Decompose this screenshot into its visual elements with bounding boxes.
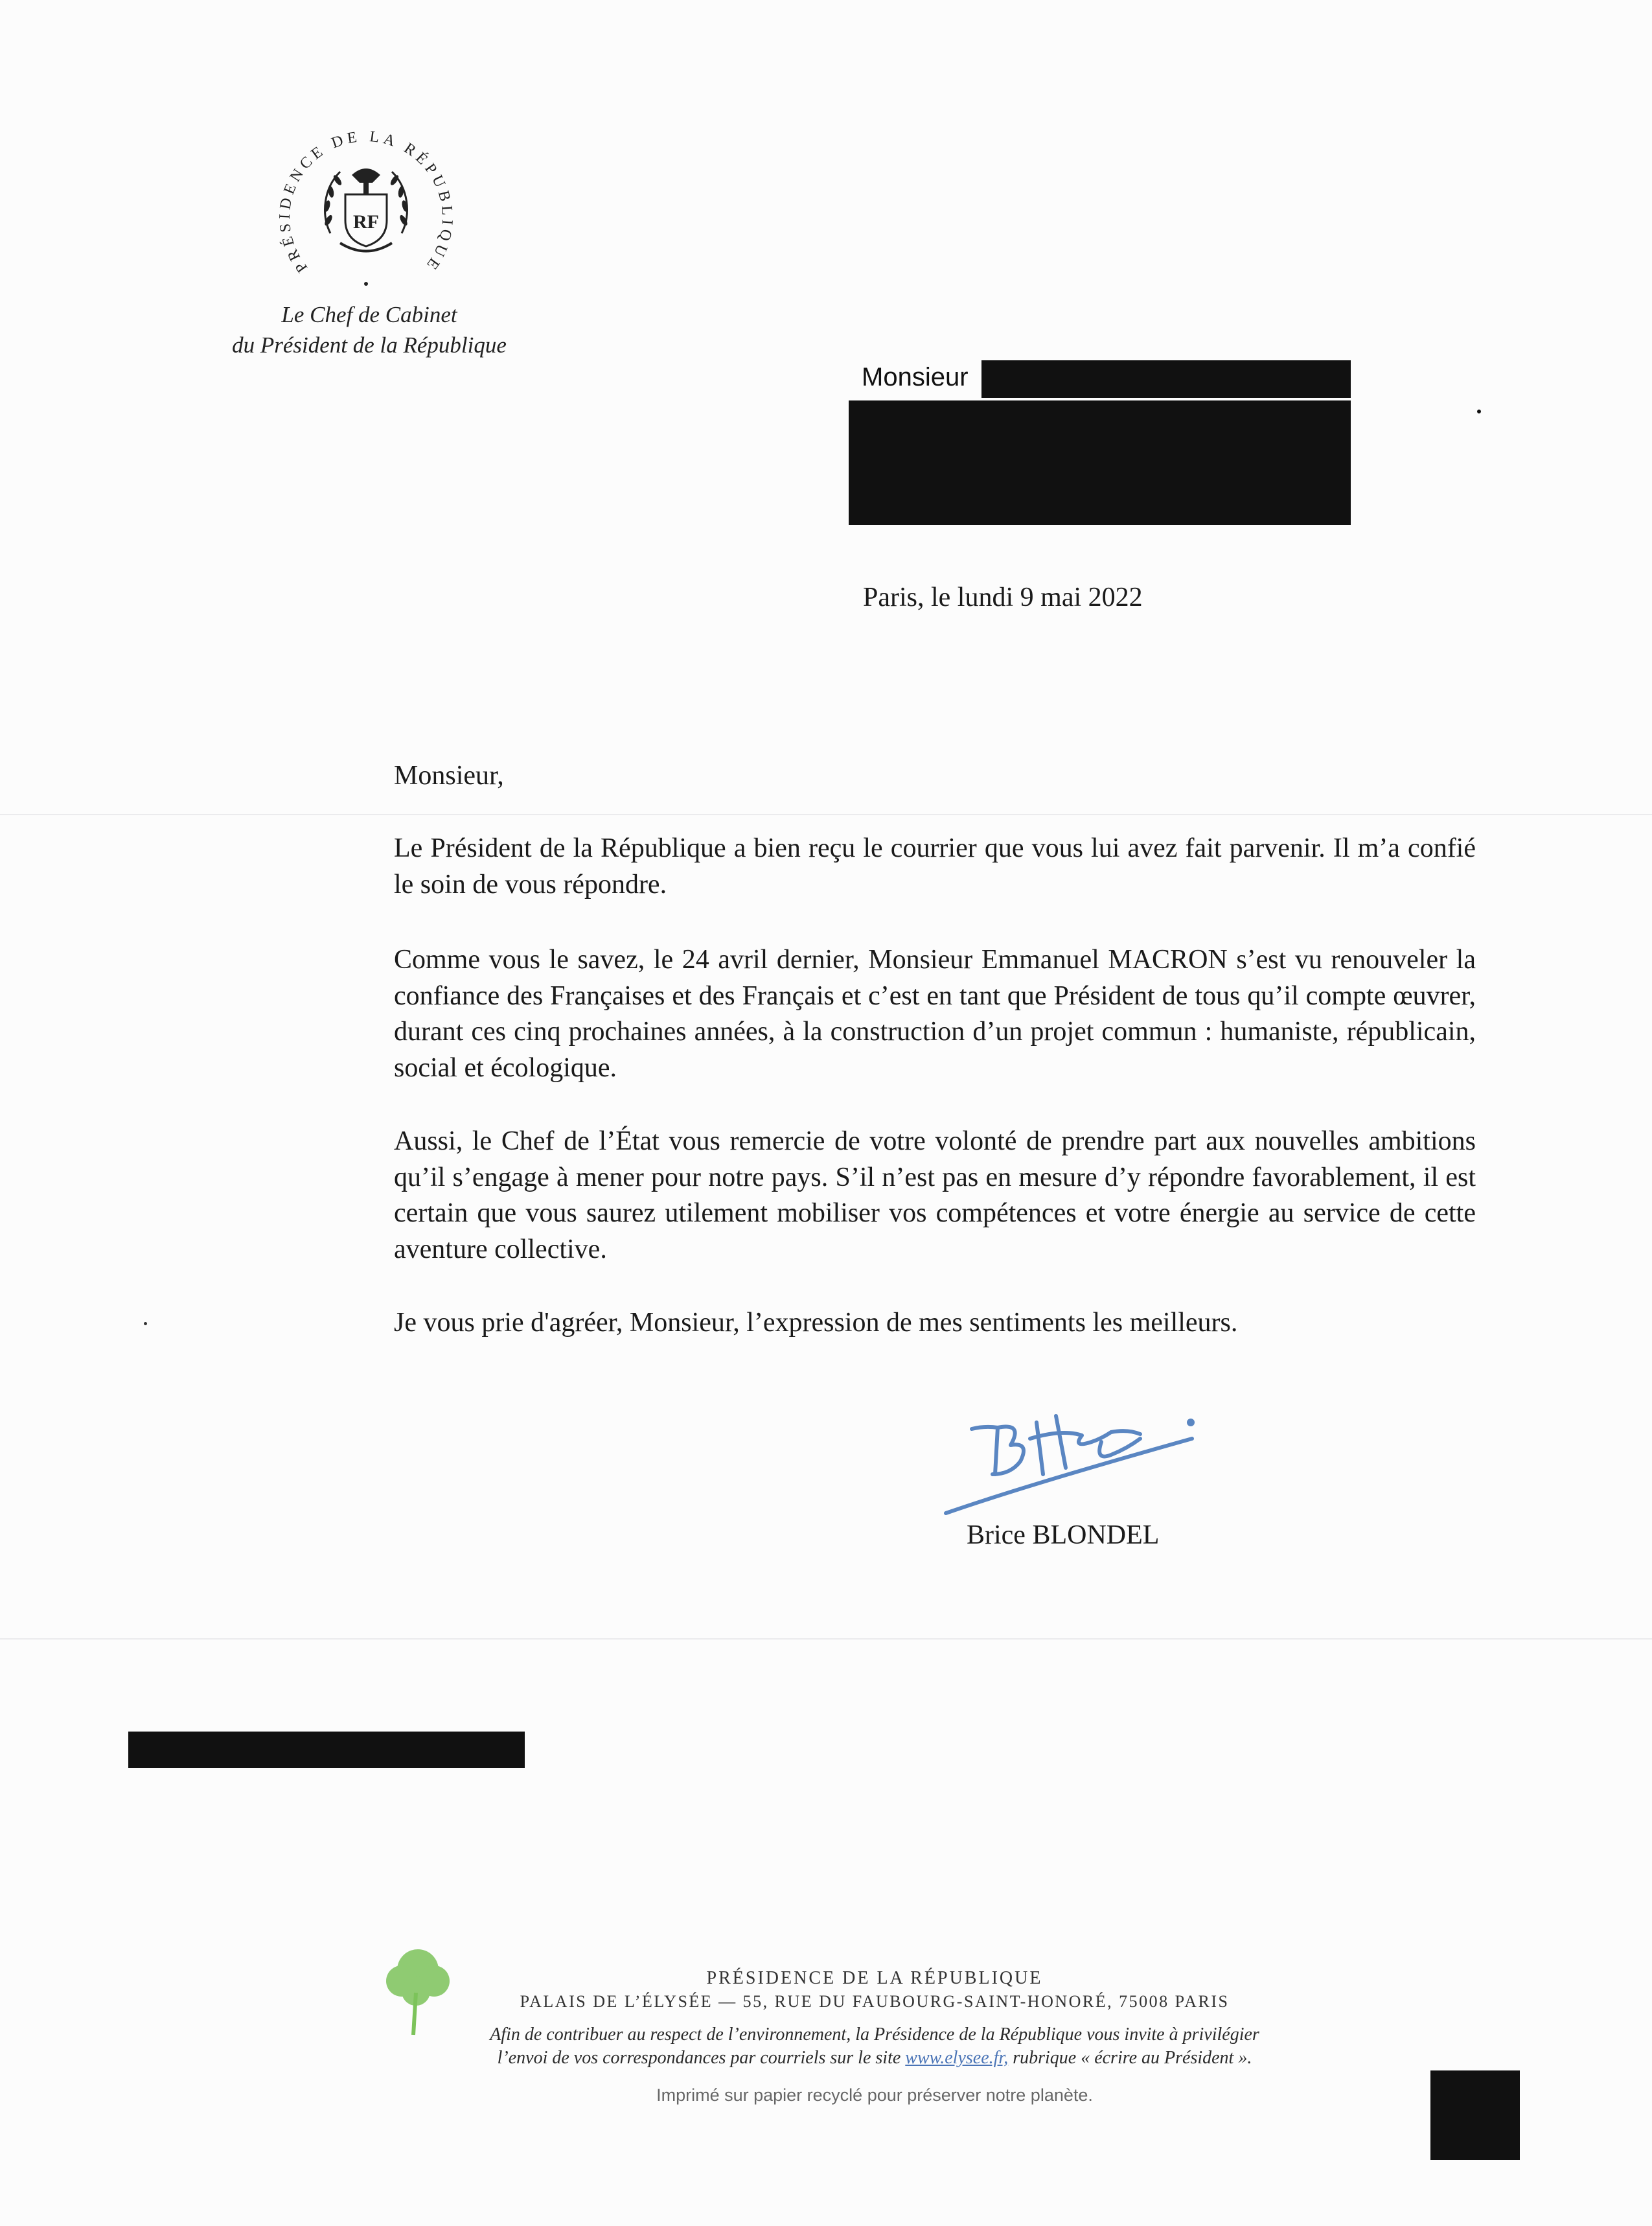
footer-website-note-post: rubrique « écrire au Président ». xyxy=(1008,2048,1252,2068)
paper-fold-line xyxy=(0,1638,1652,1640)
sender-title: Le Chef de Cabinet xyxy=(281,302,457,327)
speck xyxy=(144,1322,147,1325)
seal-monogram: RF xyxy=(353,211,379,233)
presidential-seal-icon xyxy=(269,110,463,305)
footer-environment-note: Afin de contribuer au respect de l’environnement, la Présidence de la République vous invite à privilégier xyxy=(490,2024,1259,2045)
speck xyxy=(1477,410,1481,413)
letter-date: Paris, le lundi 9 mai 2022 xyxy=(863,583,1143,612)
footer-address: PALAIS DE L’ÉLYSÉE — 55, RUE DU FAUBOURG-SAINT-HONORÉ, 75008 PARIS xyxy=(520,1992,1230,2011)
footer-website-note xyxy=(415,2048,1335,2069)
body-paragraph: Comme vous le savez, le 24 avril dernier, Monsieur Emmanuel MACRON s’est vu renouveler la confiance des Françaises et des Français et c’est en tant que Président de tous qu’il compte œuvrer, durant ces cinq prochaines années, à la construction d’un projet commun : humaniste, républicain, social et écologique. xyxy=(394,945,1476,1083)
handwritten-signature xyxy=(933,1377,1205,1520)
seal-text: PRÉSIDENCE DE LA RÉPUBLIQUE xyxy=(276,128,456,276)
recipient-name-redaction xyxy=(981,360,1351,398)
closing-paragraph: Je vous prie d'agréer, Monsieur, l’expression de mes sentiments les meilleurs. xyxy=(394,1308,1238,1338)
recipient-salutation-label: Monsieur xyxy=(862,363,969,391)
elysee-website-link[interactable]: www.elysee.fr, xyxy=(905,2048,1009,2068)
recipient-address-redaction xyxy=(849,400,1351,525)
body-paragraph: Le Président de la République a bien reçu le courrier que vous lui avez fait parvenir. Il m’a confié le soin de vous répondre. xyxy=(394,833,1476,899)
sender-block xyxy=(181,299,557,360)
reference-redaction xyxy=(128,1732,525,1768)
paper-fold-line xyxy=(0,814,1652,815)
body-paragraph: Aussi, le Chef de l’État vous remercie de votre volonté de prendre part aux nouvelles ambitions qu’il s’engage à mener pour notre pays. S’il n’est pas en mesure d’y répondre favorablement, il est certain que vous saurez utilement mobiliser vos compétences et votre énergie au service de cette aventure collective. xyxy=(394,1126,1476,1264)
signatory-name: Brice BLONDEL xyxy=(967,1520,1160,1550)
footer-website-note-pre: l’envoi de vos correspondances par courriels sur le site xyxy=(497,2048,906,2068)
footer-recycled-note: Imprimé sur papier recyclé pour préserver notre planète. xyxy=(656,2085,1093,2105)
footer-institution: PRÉSIDENCE DE LA RÉPUBLIQUE xyxy=(706,1968,1043,1988)
corner-redaction xyxy=(1430,2070,1520,2160)
recycled-tree-icon xyxy=(376,1941,460,2038)
letter-salutation: Monsieur, xyxy=(394,761,504,791)
sender-subtitle: du Président de la République xyxy=(232,332,507,358)
